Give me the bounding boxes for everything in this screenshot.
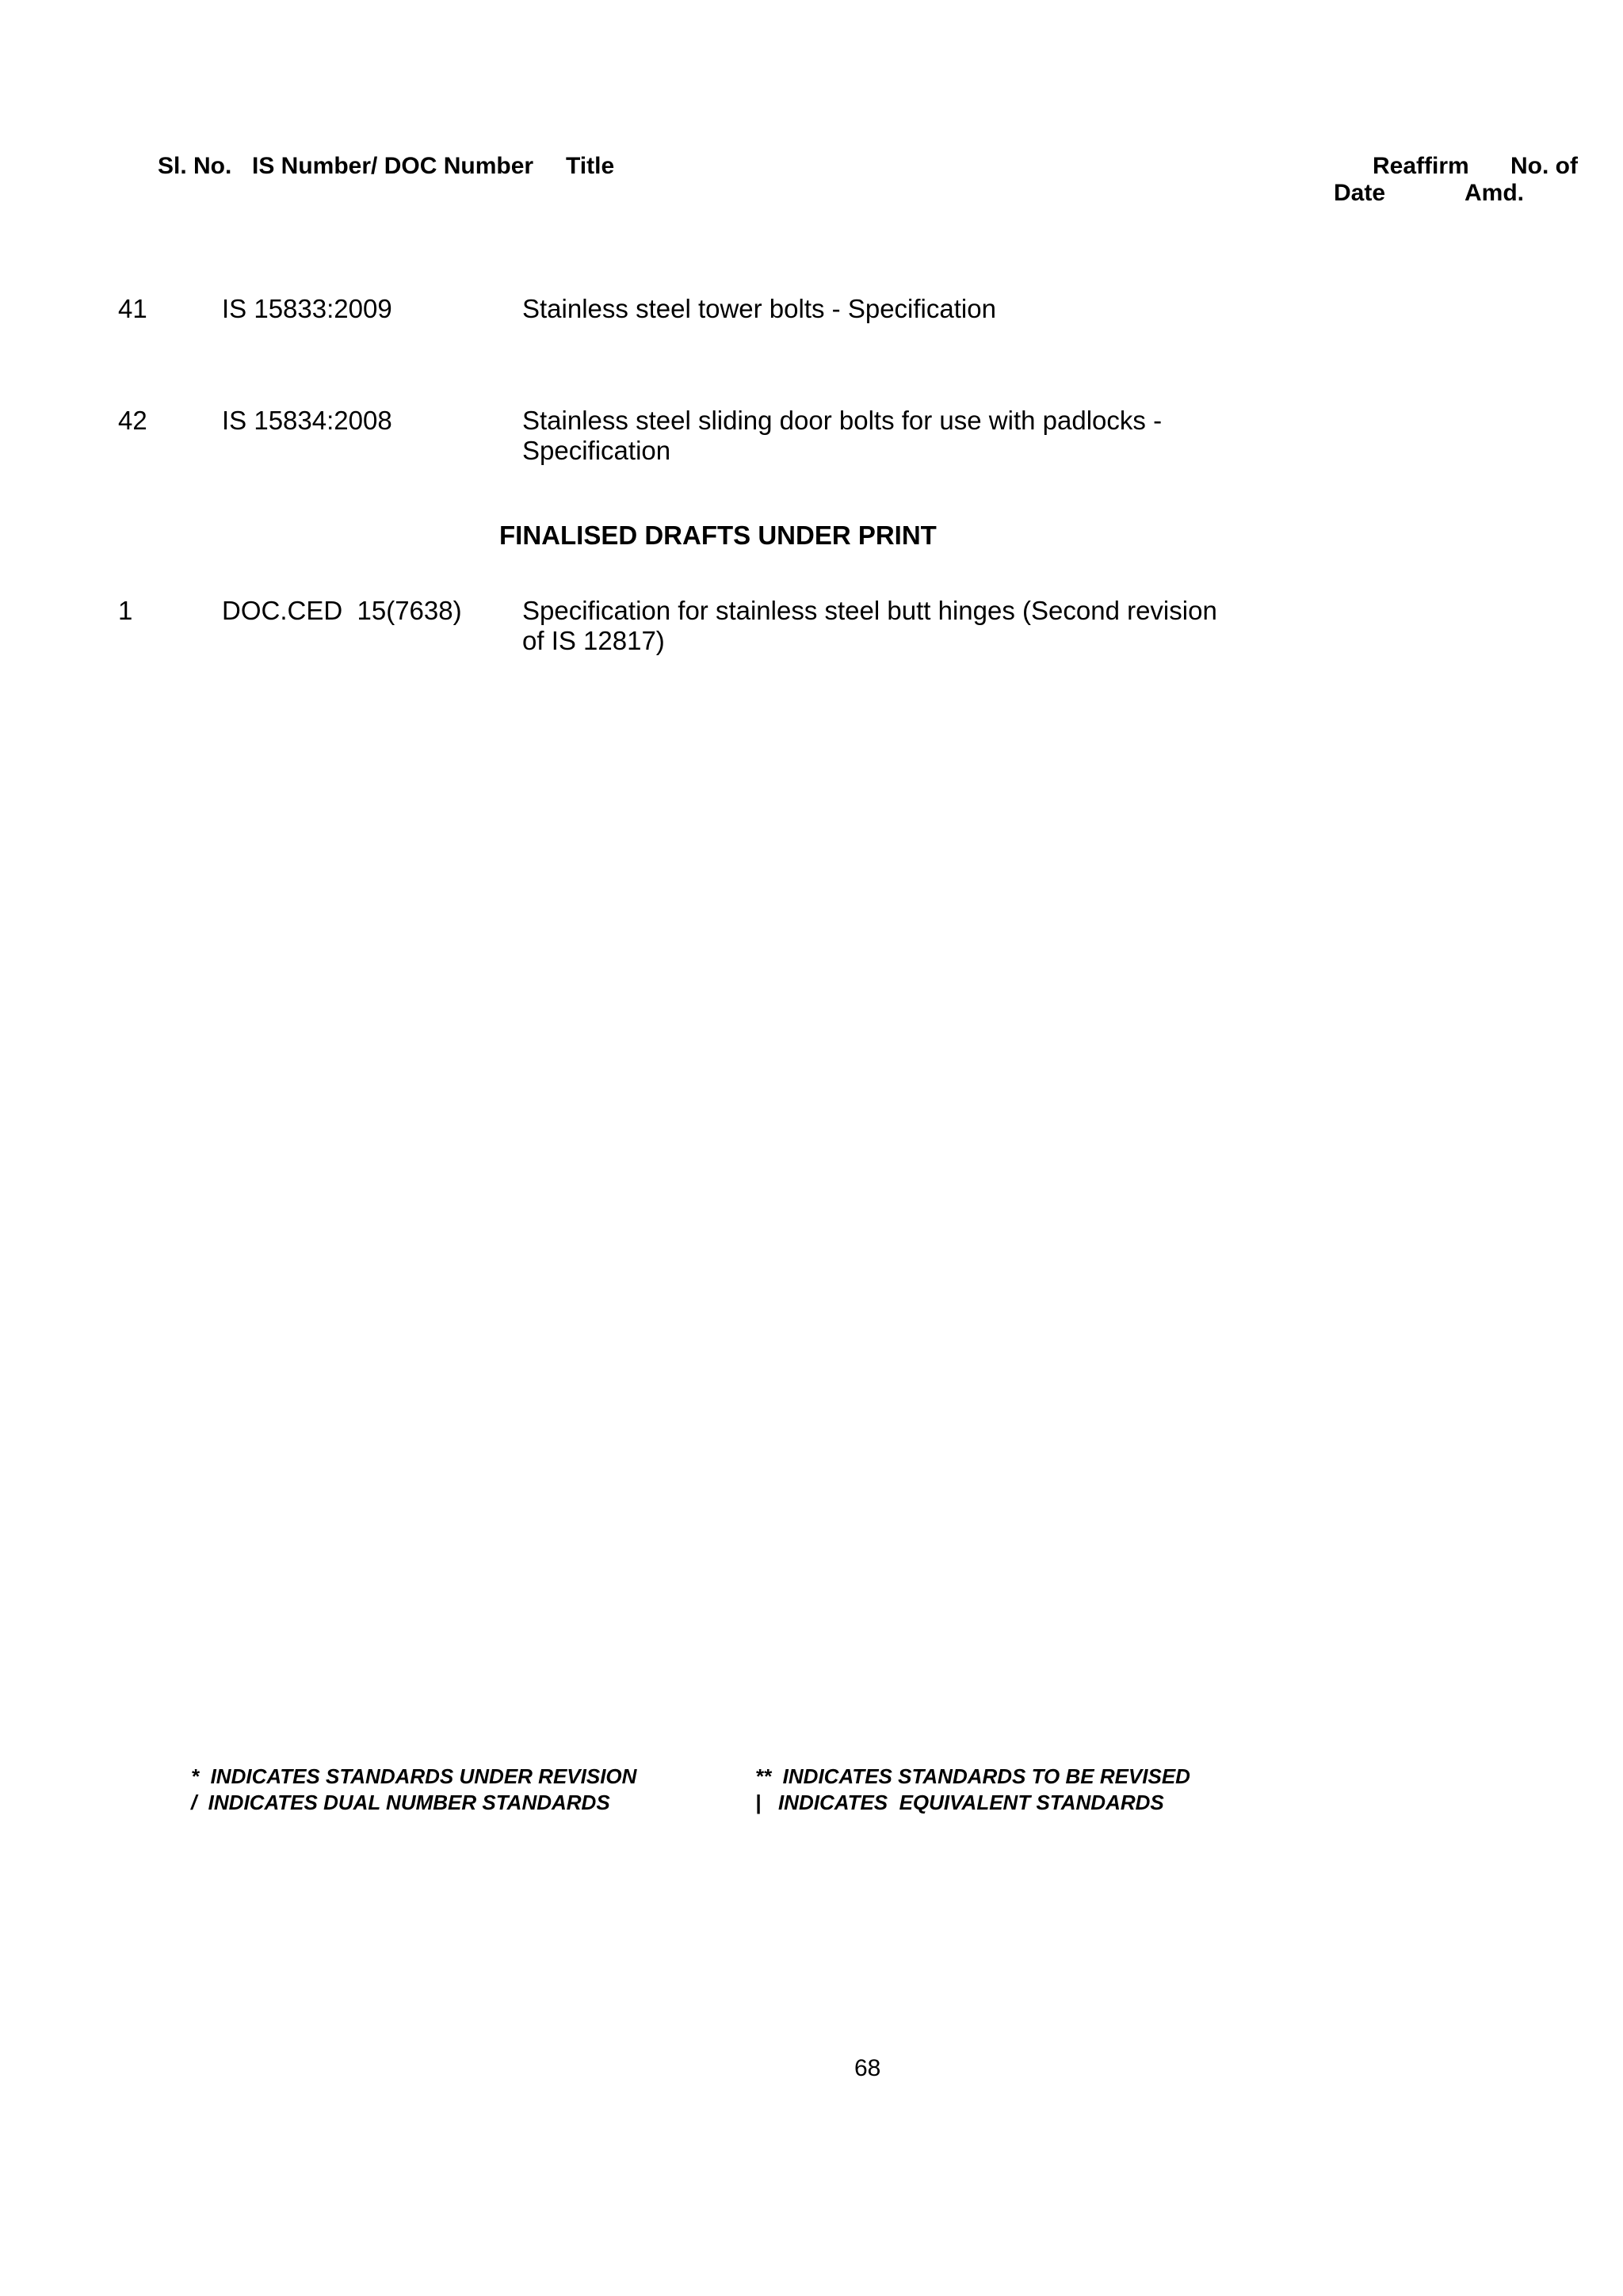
row-title: Stainless steel tower bolts - Specification bbox=[522, 294, 996, 323]
row-is-number: IS 15833:2009 bbox=[222, 294, 392, 323]
legend-dual-number: / INDICATES DUAL NUMBER STANDARDS bbox=[191, 1791, 610, 1814]
section-heading: FINALISED DRAFTS UNDER PRINT bbox=[499, 521, 937, 550]
header-no-of: No. of bbox=[1510, 153, 1578, 179]
row-doc-number: DOC.CED 15(7638) bbox=[222, 596, 462, 625]
row-is-number: IS 15834:2008 bbox=[222, 406, 392, 435]
row-sl-no: 1 bbox=[118, 596, 133, 625]
legend-to-be-revised: ** INDICATES STANDARDS TO BE REVISED bbox=[755, 1764, 1190, 1788]
row-sl-no: 41 bbox=[118, 294, 147, 323]
header-date: Date bbox=[1334, 180, 1386, 206]
row-title: Stainless steel sliding door bolts for use with padlocks - Specification bbox=[522, 406, 1163, 465]
row-sl-no: 42 bbox=[118, 406, 147, 435]
header-reaffirm: Reaffirm bbox=[1373, 153, 1469, 179]
header-is-number: IS Number/ DOC Number bbox=[252, 153, 534, 179]
legend-equivalent: | INDICATES EQUIVALENT STANDARDS bbox=[755, 1791, 1164, 1814]
row-title: Specification for stainless steel butt hinges (Second revision of IS 12817) bbox=[522, 596, 1217, 655]
header-amd: Amd. bbox=[1465, 180, 1524, 206]
header-sl-no: Sl. No. bbox=[158, 153, 232, 179]
legend-under-revision: * INDICATES STANDARDS UNDER REVISION bbox=[191, 1764, 637, 1788]
page-number: 68 bbox=[854, 2055, 881, 2081]
header-title: Title bbox=[566, 153, 615, 179]
